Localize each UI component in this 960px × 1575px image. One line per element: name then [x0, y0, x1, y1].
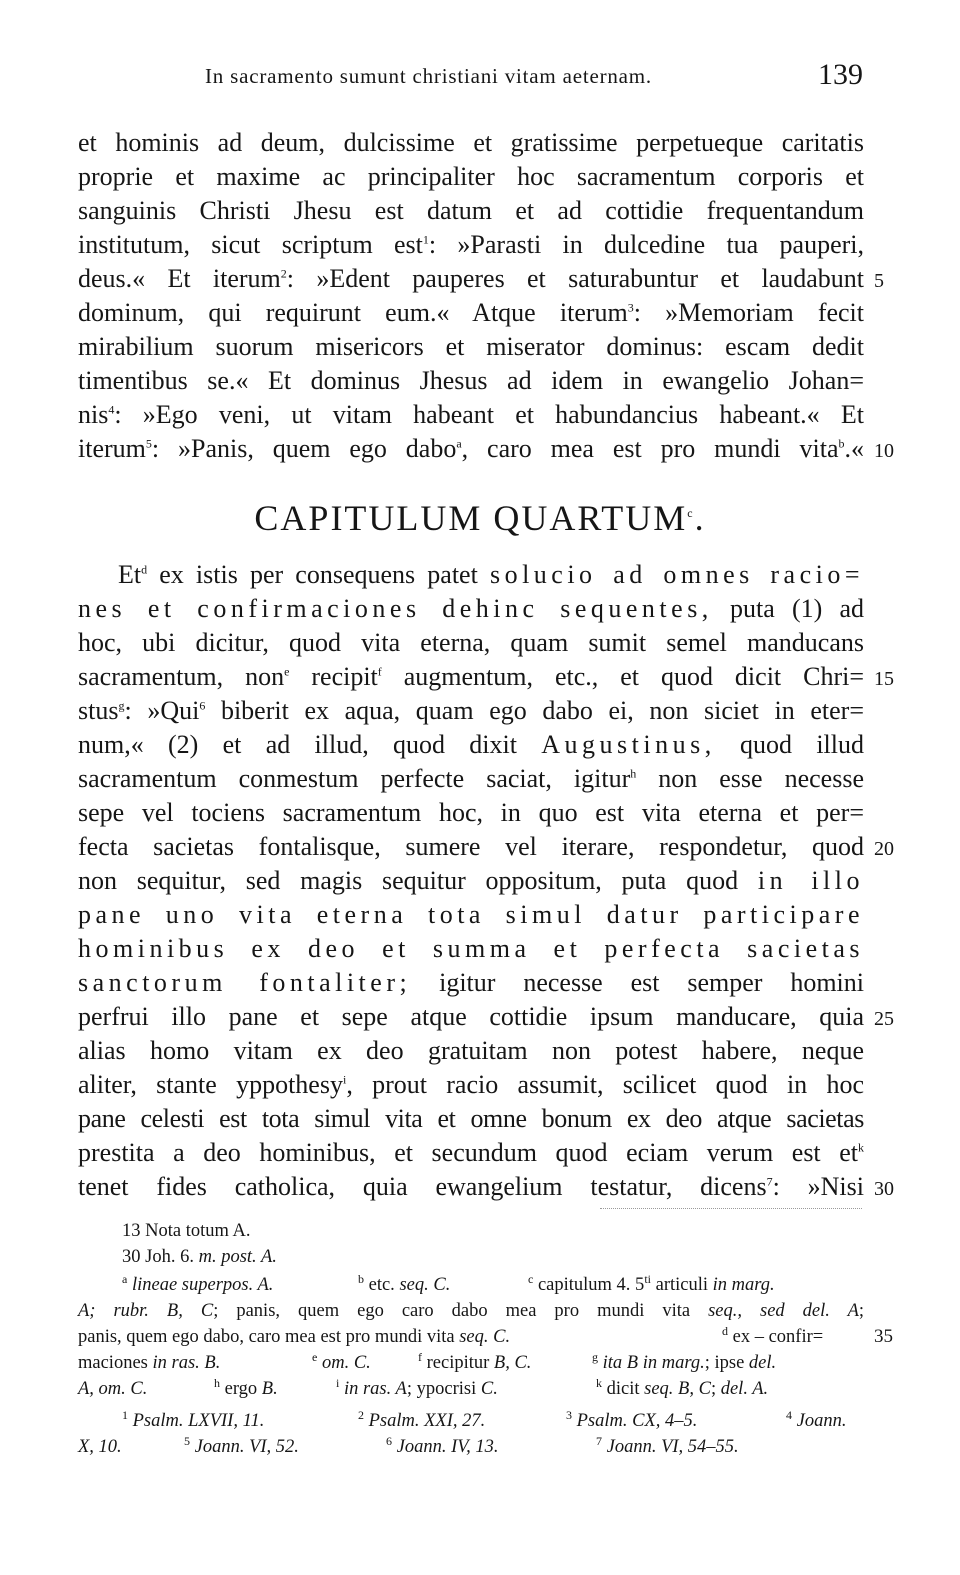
critical-note-c-continued: A; rubr. B, C; panis, quem ego caro dabo mea pro mundi vita seq., sed del. A;: [78, 1301, 865, 1321]
critical-note-d-end: maciones in ras. B.: [78, 1353, 221, 1373]
body-line-23: sanctorum fontaliter; igitur necesse est semper homini: [78, 968, 865, 997]
chapter-heading: CAPITULUM QUARTUM$^c$.: [254, 498, 706, 538]
page-number: 139: [818, 58, 863, 91]
body-line-4: institutum, sicut scriptum est$^1$: »Parasti in dulcedine tua pauperi,: [78, 230, 864, 259]
body-line-6: dominum, qui requirunt eum.« Atque iterum$^3$: »Memoriam fecit: [78, 298, 865, 327]
running-title: In sacramento sumunt christiani vitam aeternam.: [205, 64, 652, 88]
body-line-17: sacramentum conmestum perfecte saciat, igitur$^h$ non esse necesse: [78, 764, 864, 793]
body-line-3: sanguinis Christi Jhesu est datum et ad cottidie frequentandum: [78, 196, 864, 225]
variant-note-13: 13 Nota totum A.: [122, 1221, 251, 1241]
body-line-22: hominibus ex deo et summa et perfecta sacietas: [78, 934, 864, 963]
body-line-24: perfrui illo pane et sepe atque cottidie ipsum manducare, quia: [78, 1002, 864, 1031]
footnote-separator: [600, 1208, 862, 1209]
line-number-5: 5: [874, 270, 884, 292]
body-line-29: tenet fides catholica, quia ewangelium testatur, dicens$^7$: »Nisi: [78, 1172, 864, 1201]
line-number-30: 30: [874, 1178, 894, 1200]
critical-note-g-end: A, om. C.: [78, 1379, 148, 1399]
critical-note-f: $^f$ recipitur B, C.: [418, 1349, 532, 1373]
body-line-10: iterum$^5$: »Panis, quem ego dabo$^a$, caro mea est pro mundi vita$^b$.«: [78, 434, 864, 463]
body-line-21: pane uno vita eterna tota simul datur participare: [78, 900, 864, 929]
source-note-2: $^2$ Psalm. XXI, 27.: [358, 1407, 486, 1431]
body-line-15: stus$^g$: »Qui$^6$ biberit ex aqua, quam ego dabo ei, non siciet in eter=: [78, 696, 864, 725]
body-line-20: non sequitur, sed magis sequitur oppositum, puta quod in illo: [78, 866, 864, 895]
body-line-8: timentibus se.« Et dominus Jhesus ad idem in ewangelio Johan=: [78, 366, 864, 395]
line-number-20: 20: [874, 838, 894, 860]
body-line-2: proprie et maxime ac principaliter hoc sacramentum corporis et: [78, 162, 864, 191]
body-line-19: fecta sacietas fontalisque, sumere vel iterare, respondetur, quod: [78, 832, 864, 861]
body-line-5: deus.« Et iterum$^2$: »Edent pauperes et saturabuntur et laudabunt: [78, 264, 864, 293]
body-line-1: et hominis ad deum, dulcissime et gratissime perpetueque caritatis: [78, 128, 864, 157]
critical-note-d: $^d$ ex – confir=: [722, 1323, 824, 1347]
variant-note-30: 30 Joh. 6. m. post. A.: [122, 1247, 277, 1267]
line-number-15: 15: [874, 668, 894, 690]
source-note-6: $^6$ Joann. IV, 13.: [386, 1433, 499, 1457]
body-line-16: num,« (2) et ad illud, quod dixit Augustinus, quod illud: [78, 730, 864, 759]
body-line-18: sepe vel tociens sacramentum hoc, in quo est vita eterna et per=: [78, 798, 864, 827]
critical-note-h: $^h$ ergo B.: [214, 1375, 278, 1399]
body-line-12: nes et confirmaciones dehinc sequentes, puta (1) ad: [78, 594, 864, 623]
line-number-10: 10: [874, 440, 894, 462]
critical-note-b: $^b$ etc. seq. C.: [358, 1271, 451, 1295]
critical-note-i: $^i$ in ras. A; ypocrisi C.: [336, 1375, 498, 1399]
body-line-27: pane celesti est tota simul vita et omne bonum ex deo atque sacietas: [78, 1104, 864, 1133]
line-number-25: 25: [874, 1008, 894, 1030]
body-line-25: alias homo vitam ex deo gratuitam non potest habere, neque: [78, 1036, 864, 1065]
source-note-5: $^5$ Joann. VI, 52.: [184, 1433, 299, 1457]
body-line-14: sacramentum, non$^e$ recipit$^f$ augmentum, etc., et quod dicit Chri=: [78, 662, 864, 691]
body-line-13: hoc, ubi dicitur, quod vita eterna, quam sumit semel manducans: [78, 628, 864, 657]
critical-note-e: $^e$ om. C.: [312, 1349, 371, 1373]
source-note-3: $^3$ Psalm. CX, 4–5.: [566, 1407, 698, 1431]
body-line-11: Et$^d$ ex istis per consequens patet solucio ad omnes racio=: [118, 560, 865, 589]
critical-note-g: $^g$ ita B in marg.; ipse del.: [592, 1349, 777, 1373]
body-line-9: nis$^4$: »Ego veni, ut vitam habeant et habundancius habeant.« Et: [78, 400, 864, 429]
body-line-26: aliter, stante yppothesy$^i$, prout racio assumit, scilicet quod in hoc: [78, 1070, 864, 1099]
body-line-28: prestita a deo hominibus, et secundum quod eciam verum est $et^k$: [78, 1138, 864, 1167]
critical-note-a: $^a$ lineae superpos. A.: [122, 1271, 274, 1295]
line-number-35: 35: [874, 1326, 893, 1347]
source-note-1: $^1$ Psalm. LXVII, 11.: [122, 1407, 265, 1431]
source-note-4: $^4$ Joann.: [786, 1407, 847, 1431]
critical-note-c: $^c$ capitulum 4. $5^{ti}$ articuli in marg.: [528, 1271, 775, 1295]
source-note-4-end: X, 10.: [78, 1437, 122, 1457]
source-note-7: $^7$ Joann. VI, 54–55.: [596, 1433, 739, 1457]
critical-note-c-end: panis, quem ego dabo, caro mea est pro mundi vita seq. C.: [78, 1327, 511, 1347]
critical-note-k: $^k$ dicit seq. B, C; del. A.: [596, 1375, 769, 1399]
body-line-7: mirabilium suorum misericors et miserator dominus: escam dedit: [78, 332, 864, 361]
